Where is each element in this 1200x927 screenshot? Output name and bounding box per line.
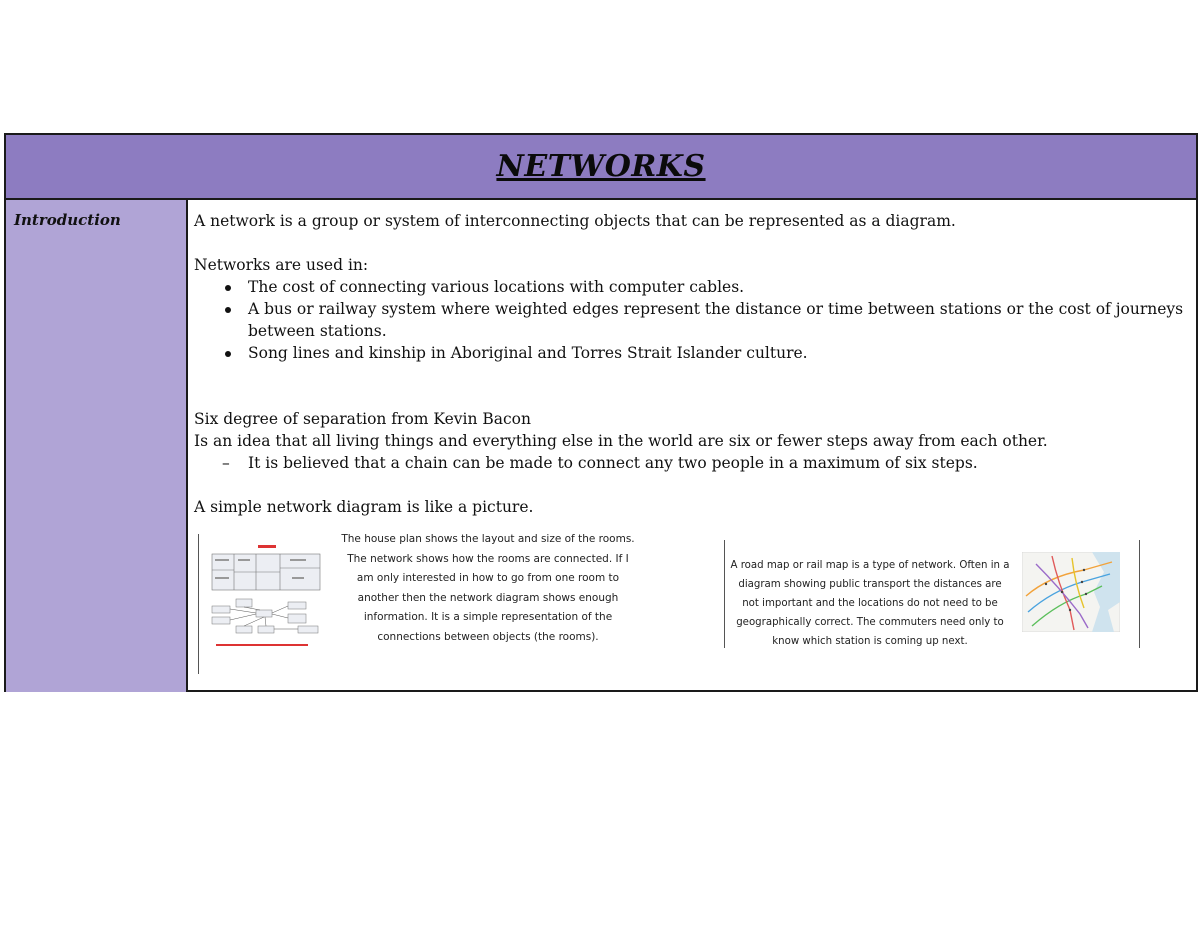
intro-row [6,200,1196,692]
section-content-cell [188,200,1196,692]
uses-list [194,276,1190,364]
list-item: – It is believed that a chain can be made to connect any two people in a maximum of six steps. [248,452,1190,474]
rail-map-figure [724,540,1140,648]
title-row [6,135,1196,200]
list-item: The cost of connecting various locations with computer cables. [248,276,1190,298]
house-plan-caption: The house plan shows the layout and size of the rooms. The network shows how the rooms are connected. If I am only interested in how to go from one room to another then the network diagram shows enough information. It is a simple representation of the connections between objects (the rooms). [341,533,635,643]
section-label-cell [6,200,188,692]
diagram-intro: A simple network diagram is like a picture. [194,498,534,516]
figures-area [194,530,1190,690]
networks-table [4,133,1198,692]
section-label: Introduction [14,211,121,229]
rail-map-image [1022,552,1120,632]
page-title: NETWORKS [496,149,706,184]
rail-map-caption: A road map or rail map is a type of network. Often in a diagram showing public transport the distances are not important and the locations do not need to be geographically correct. The commuters need only to know which station is coming up next. [730,560,1010,647]
separation-text: Is an idea that all living things and everything else in the world are six or fewer steps away from each other. [194,432,1048,450]
separation-heading: Six degree of separation from Kevin Bacon [194,410,531,428]
list-item: Song lines and kinship in Aboriginal and Torres Strait Islander culture. [248,342,1190,364]
list-item: A bus or railway system where weighted edges represent the distance or time between stations or the cost of journeys between stations. [248,298,1190,342]
separation-list [194,452,1190,474]
house-plan-image [210,544,324,654]
definition-text: A network is a group or system of interconnecting objects that can be represented as a diagram. [194,212,956,230]
house-plan-figure [198,530,638,680]
uses-heading: Networks are used in: [194,256,369,274]
